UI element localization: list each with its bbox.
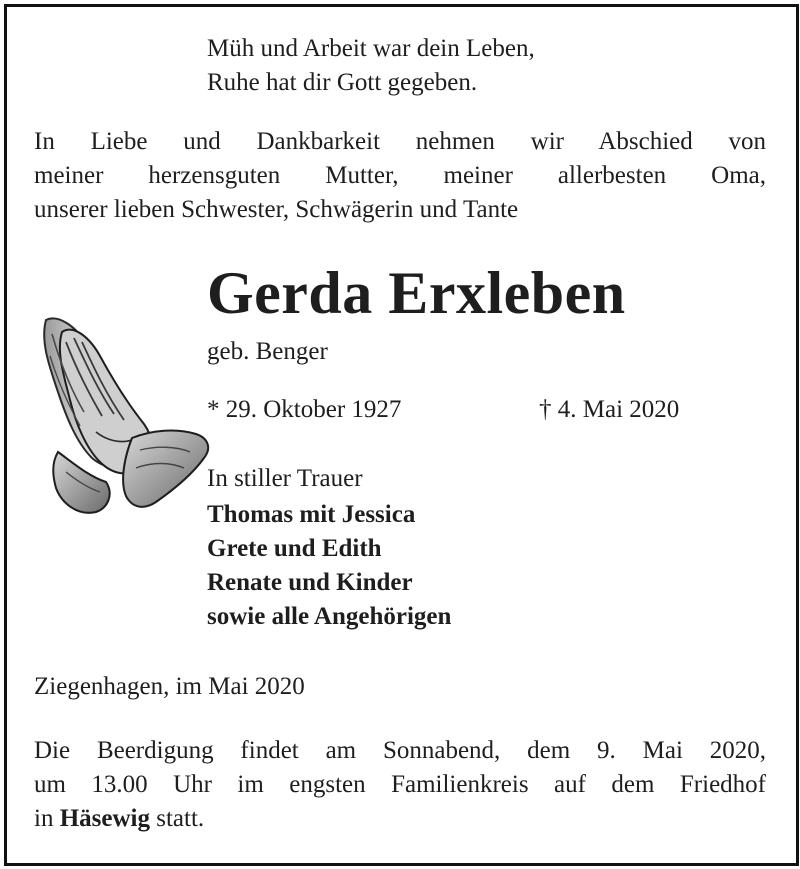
praying-hands-icon — [36, 312, 214, 522]
mourner-name: sowie alle Angehörigen — [207, 603, 452, 630]
funeral-row-3 — [34, 802, 766, 836]
intro-row-3: unserer lieben Schwester, Schwägerin und Tante — [34, 196, 519, 223]
maiden-name: geb. Benger — [207, 338, 328, 365]
intro-row-1: In Liebe und Dankbarkeit nehmen wir Abschied von — [34, 128, 766, 155]
mourner-name: Renate und Kinder — [207, 569, 413, 596]
mourner-name: Grete und Edith — [207, 535, 382, 562]
mourners-heading: In stiller Trauer — [207, 465, 363, 492]
funeral-prefix: in — [34, 805, 54, 832]
poem-line-2: Ruhe hat dir Gott gegeben. — [207, 69, 478, 96]
funeral-suffix: statt. — [156, 805, 205, 832]
birth-date: * 29. Oktober 1927 — [207, 396, 402, 423]
funeral-row-1: Die Beerdigung findet am Sonnabend, dem 9. Mai 2020, — [34, 737, 766, 764]
mourner-name: Thomas mit Jessica — [207, 501, 416, 528]
deceased-name: Gerda Erxleben — [207, 260, 626, 326]
funeral-paragraph — [34, 734, 766, 836]
intro-paragraph — [34, 125, 766, 227]
intro-row-2: meiner herzensguten Mutter, meiner allerbesten Oma, — [34, 162, 766, 189]
place-date: Ziegenhagen, im Mai 2020 — [34, 673, 305, 700]
poem-line-1: Müh und Arbeit war dein Leben, — [207, 35, 535, 62]
funeral-row-2: um 13.00 Uhr im engsten Familienkreis auf dem Friedhof — [34, 771, 766, 798]
death-date: † 4. Mai 2020 — [539, 396, 680, 423]
funeral-place: Häsewig — [59, 805, 150, 832]
